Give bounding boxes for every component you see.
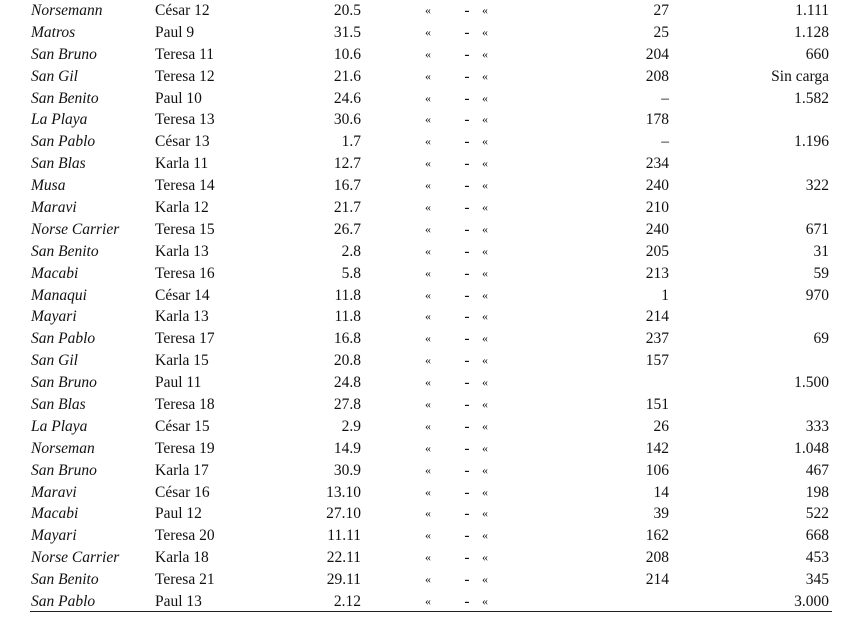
- voyage-cell: Paul 13: [155, 593, 202, 611]
- ship-name-cell: San Blas: [31, 396, 86, 414]
- ditto-mark-cell: «: [482, 331, 488, 346]
- cargo-cell: 1.128: [794, 23, 829, 41]
- ship-name-cell: Norsemann: [31, 2, 103, 19]
- ditto-mark-cell: «: [425, 528, 431, 543]
- dash-cell: -: [464, 242, 470, 260]
- table-row: [30, 0, 830, 22]
- cargo-cell: 1.500: [794, 374, 829, 392]
- ditto-mark-cell: «: [425, 200, 431, 215]
- date-cell: 24.6: [333, 89, 361, 107]
- cargo-cell: Sin carga: [771, 67, 829, 85]
- ditto-mark-cell: «: [482, 3, 488, 17]
- table-row: [30, 66, 830, 88]
- table-row: [30, 153, 830, 175]
- ship-name-cell: Maravi: [31, 199, 77, 217]
- ditto-mark-cell: «: [425, 287, 431, 302]
- ship-name-cell: San Gil: [31, 67, 78, 85]
- table-row: [30, 525, 830, 547]
- ditto-mark-cell: «: [482, 243, 488, 258]
- quantity-cell: 208: [645, 549, 669, 567]
- date-cell: 29.11: [326, 571, 361, 589]
- quantity-cell: 26: [653, 417, 669, 435]
- voyage-cell: Paul 10: [155, 89, 202, 107]
- ditto-mark-cell: «: [425, 221, 431, 236]
- cargo-cell: 1.048: [794, 439, 829, 457]
- ship-name-cell: San Gil: [31, 352, 78, 370]
- ship-name-cell: San Pablo: [31, 593, 96, 611]
- ditto-mark-cell: «: [425, 484, 431, 499]
- dash-cell: -: [464, 111, 470, 129]
- dash-cell: -: [464, 505, 470, 523]
- date-cell: 20.8: [333, 352, 361, 370]
- voyage-cell: Karla 15: [155, 352, 209, 370]
- cargo-cell: 668: [805, 527, 829, 545]
- table-row: [30, 241, 830, 263]
- table-row: [30, 197, 830, 219]
- date-cell: 13.10: [326, 483, 361, 501]
- quantity-cell: 234: [645, 155, 669, 173]
- cargo-cell: 660: [805, 45, 829, 63]
- ditto-mark-cell: «: [482, 506, 488, 521]
- quantity-cell: 14: [653, 483, 669, 501]
- voyage-cell: Karla 13: [155, 308, 209, 326]
- ship-name-cell: San Pablo: [31, 133, 96, 151]
- ditto-mark-cell: «: [482, 309, 488, 324]
- voyage-cell: Paul 11: [155, 374, 202, 392]
- table-row: [30, 109, 830, 131]
- ditto-mark-cell: «: [425, 134, 431, 149]
- voyage-cell: Teresa 21: [155, 571, 215, 589]
- ditto-mark-cell: «: [482, 200, 488, 215]
- dash-cell: -: [464, 417, 470, 435]
- quantity-cell: 178: [645, 111, 669, 129]
- ditto-mark-cell: «: [482, 550, 488, 565]
- voyage-cell: Teresa 17: [155, 330, 215, 348]
- ship-name-cell: Mayari: [31, 308, 77, 326]
- date-cell: 20.5: [333, 2, 361, 19]
- ditto-mark-cell: «: [482, 265, 488, 280]
- ditto-mark-cell: «: [425, 24, 431, 39]
- date-cell: 2.12: [333, 593, 361, 611]
- ditto-mark-cell: «: [425, 3, 431, 17]
- date-cell: 26.7: [333, 220, 361, 238]
- date-cell: 16.7: [333, 177, 361, 195]
- dash-cell: -: [464, 461, 470, 479]
- quantity-cell: 214: [645, 308, 669, 326]
- table-row: [30, 219, 830, 241]
- voyage-cell: Teresa 11: [155, 45, 215, 63]
- quantity-cell: 240: [645, 220, 669, 238]
- table-row: [30, 350, 830, 372]
- date-cell: 21.6: [333, 67, 361, 85]
- ditto-mark-cell: «: [425, 550, 431, 565]
- ditto-mark-cell: «: [482, 90, 488, 105]
- ditto-mark-cell: «: [482, 178, 488, 193]
- dash-cell: -: [464, 308, 470, 326]
- table-row: [30, 306, 830, 328]
- voyage-cell: Teresa 12: [155, 67, 215, 85]
- quantity-cell: 237: [645, 330, 669, 348]
- ditto-mark-cell: «: [482, 462, 488, 477]
- date-cell: 22.11: [326, 549, 361, 567]
- ditto-mark-cell: «: [482, 594, 488, 609]
- dash-cell: -: [464, 67, 470, 85]
- dash-cell: -: [464, 264, 470, 282]
- voyage-cell: Teresa 16: [155, 264, 215, 282]
- quantity-cell: 106: [645, 461, 669, 479]
- quantity-cell: 1: [661, 286, 669, 304]
- voyage-cell: César 12: [155, 2, 210, 19]
- ship-name-cell: Norse Carrier: [31, 549, 120, 567]
- voyage-cell: César 14: [155, 286, 210, 304]
- ditto-mark-cell: «: [425, 46, 431, 61]
- ditto-mark-cell: «: [482, 375, 488, 390]
- dash-cell: -: [464, 439, 470, 457]
- table-row: [30, 482, 830, 504]
- cargo-cell: 3.000: [794, 593, 829, 611]
- ditto-mark-cell: «: [482, 287, 488, 302]
- ditto-mark-cell: «: [425, 265, 431, 280]
- ditto-mark-cell: «: [482, 134, 488, 149]
- cargo-cell: 69: [813, 330, 829, 348]
- quantity-cell: 151: [645, 396, 669, 414]
- voyage-cell: Teresa 14: [155, 177, 215, 195]
- table-row: [30, 569, 830, 591]
- dash-cell: -: [464, 45, 470, 63]
- date-cell: 30.9: [333, 461, 361, 479]
- ditto-mark-cell: «: [482, 572, 488, 587]
- table-row: [30, 394, 830, 416]
- quantity-cell: 204: [645, 45, 669, 63]
- ditto-mark-cell: «: [482, 112, 488, 127]
- dash-cell: -: [464, 571, 470, 589]
- table-row: [30, 372, 830, 394]
- ditto-mark-cell: «: [482, 397, 488, 412]
- ditto-mark-cell: «: [482, 24, 488, 39]
- table-row: [30, 131, 830, 153]
- ditto-mark-cell: «: [482, 528, 488, 543]
- quantity-cell: 157: [645, 352, 669, 370]
- date-cell: 31.5: [333, 23, 361, 41]
- date-cell: 2.9: [341, 417, 361, 435]
- table-row: [30, 88, 830, 110]
- date-cell: 11.8: [334, 286, 361, 304]
- dash-cell: -: [464, 155, 470, 173]
- cargo-cell: 59: [813, 264, 829, 282]
- date-cell: 10.6: [333, 45, 361, 63]
- table-row: [30, 263, 830, 285]
- ship-name-cell: Manaqui: [31, 286, 87, 304]
- cargo-cell: 467: [805, 461, 829, 479]
- ditto-mark-cell: «: [425, 440, 431, 455]
- voyage-cell: Paul 12: [155, 505, 202, 523]
- ship-name-cell: San Blas: [31, 155, 86, 173]
- ship-name-cell: San Bruno: [31, 461, 97, 479]
- ditto-mark-cell: «: [425, 462, 431, 477]
- voyage-cell: Karla 11: [155, 155, 209, 173]
- quantity-cell: 240: [645, 177, 669, 195]
- table-row: [30, 175, 830, 197]
- quantity-cell: 142: [645, 439, 669, 457]
- cargo-cell: 1.111: [795, 2, 829, 19]
- ditto-mark-cell: «: [482, 440, 488, 455]
- ditto-mark-cell: «: [425, 68, 431, 83]
- voyage-cell: Karla 12: [155, 199, 209, 217]
- quantity-cell: 210: [645, 199, 669, 217]
- cargo-cell: 522: [805, 505, 829, 523]
- ditto-mark-cell: «: [425, 353, 431, 368]
- voyage-cell: Teresa 13: [155, 111, 215, 129]
- cargo-cell: 1.196: [794, 133, 829, 151]
- dash-cell: -: [464, 352, 470, 370]
- quantity-cell: 27: [653, 2, 669, 19]
- ship-name-cell: Norseman: [31, 439, 95, 457]
- ditto-mark-cell: «: [425, 112, 431, 127]
- ditto-mark-cell: «: [425, 375, 431, 390]
- ditto-mark-cell: «: [482, 46, 488, 61]
- ship-name-cell: San Bruno: [31, 45, 97, 63]
- voyage-cell: César 13: [155, 133, 210, 151]
- table-row: [30, 503, 830, 525]
- ditto-mark-cell: «: [425, 243, 431, 258]
- ditto-mark-cell: «: [482, 418, 488, 433]
- cargo-cell: 198: [805, 483, 829, 501]
- dash-cell: -: [464, 330, 470, 348]
- ship-name-cell: San Benito: [31, 89, 99, 107]
- quantity-cell: 25: [653, 23, 669, 41]
- date-cell: 24.8: [333, 374, 361, 392]
- shipments-table: [30, 0, 830, 613]
- cargo-cell: 970: [805, 286, 829, 304]
- date-cell: 11.11: [327, 527, 361, 545]
- dash-cell: -: [464, 23, 470, 41]
- dash-cell: -: [464, 549, 470, 567]
- table-row: [30, 591, 830, 613]
- ship-name-cell: Matros: [31, 23, 76, 41]
- voyage-cell: Karla 18: [155, 549, 209, 567]
- ditto-mark-cell: «: [482, 353, 488, 368]
- table-row: [30, 438, 830, 460]
- cargo-cell: 345: [805, 571, 829, 589]
- ditto-mark-cell: «: [425, 90, 431, 105]
- date-cell: 14.9: [333, 439, 361, 457]
- dash-cell: -: [464, 133, 470, 151]
- ship-name-cell: San Pablo: [31, 330, 96, 348]
- ditto-mark-cell: «: [425, 156, 431, 171]
- dash-cell: -: [464, 483, 470, 501]
- quantity-cell: 162: [645, 527, 669, 545]
- dash-cell: -: [464, 593, 470, 611]
- table-row: [30, 22, 830, 44]
- date-cell: 2.8: [341, 242, 361, 260]
- voyage-cell: Paul 9: [155, 23, 195, 41]
- ditto-mark-cell: «: [425, 506, 431, 521]
- cargo-cell: 333: [805, 417, 829, 435]
- dash-cell: -: [464, 220, 470, 238]
- date-cell: 27.10: [326, 505, 361, 523]
- date-cell: 12.7: [333, 155, 361, 173]
- voyage-cell: Teresa 18: [155, 396, 215, 414]
- date-cell: 27.8: [333, 396, 361, 414]
- quantity-cell: –: [661, 133, 669, 151]
- ditto-mark-cell: «: [482, 484, 488, 499]
- date-cell: 11.8: [334, 308, 361, 326]
- date-cell: 16.8: [333, 330, 361, 348]
- table-row: [30, 416, 830, 438]
- quantity-cell: 214: [645, 571, 669, 589]
- voyage-cell: Teresa 15: [155, 220, 215, 238]
- ditto-mark-cell: «: [482, 221, 488, 236]
- voyage-cell: Teresa 19: [155, 439, 215, 457]
- dash-cell: -: [464, 396, 470, 414]
- ship-name-cell: Mayari: [31, 527, 77, 545]
- quantity-cell: 208: [645, 67, 669, 85]
- ditto-mark-cell: «: [425, 309, 431, 324]
- voyage-cell: Teresa 20: [155, 527, 215, 545]
- table-row: [30, 460, 830, 482]
- quantity-cell: –: [661, 89, 669, 107]
- table-bottom-rule: [30, 611, 832, 612]
- dash-cell: -: [464, 374, 470, 392]
- date-cell: 21.7: [333, 199, 361, 217]
- table-row: [30, 44, 830, 66]
- ship-name-cell: San Benito: [31, 571, 99, 589]
- cargo-cell: 453: [805, 549, 829, 567]
- dash-cell: -: [464, 89, 470, 107]
- ditto-mark-cell: «: [482, 68, 488, 83]
- voyage-cell: César 15: [155, 417, 210, 435]
- voyage-cell: César 16: [155, 483, 210, 501]
- date-cell: 1.7: [341, 133, 361, 151]
- ditto-mark-cell: «: [482, 156, 488, 171]
- cargo-cell: 671: [805, 220, 829, 238]
- ship-name-cell: Norse Carrier: [31, 220, 120, 238]
- dash-cell: -: [464, 527, 470, 545]
- ditto-mark-cell: «: [425, 418, 431, 433]
- cargo-cell: 1.582: [794, 89, 829, 107]
- dash-cell: -: [464, 286, 470, 304]
- table-row: [30, 328, 830, 350]
- table-row: [30, 547, 830, 569]
- ditto-mark-cell: «: [425, 572, 431, 587]
- ditto-mark-cell: «: [425, 331, 431, 346]
- ship-name-cell: Maravi: [31, 483, 77, 501]
- dash-cell: -: [464, 199, 470, 217]
- quantity-cell: 205: [645, 242, 669, 260]
- dash-cell: -: [464, 2, 470, 19]
- voyage-cell: Karla 13: [155, 242, 209, 260]
- date-cell: 30.6: [333, 111, 361, 129]
- cargo-cell: 31: [813, 242, 829, 260]
- ship-name-cell: San Benito: [31, 242, 99, 260]
- ship-name-cell: Macabi: [31, 505, 79, 523]
- table-row: [30, 285, 830, 307]
- ship-name-cell: Macabi: [31, 264, 79, 282]
- quantity-cell: 213: [645, 264, 669, 282]
- ship-name-cell: San Bruno: [31, 374, 97, 392]
- ship-name-cell: Musa: [31, 177, 66, 195]
- ditto-mark-cell: «: [425, 594, 431, 609]
- dash-cell: -: [464, 177, 470, 195]
- ship-name-cell: La Playa: [31, 111, 88, 129]
- voyage-cell: Karla 17: [155, 461, 209, 479]
- cargo-cell: 322: [805, 177, 829, 195]
- quantity-cell: 39: [653, 505, 669, 523]
- ditto-mark-cell: «: [425, 178, 431, 193]
- ditto-mark-cell: «: [425, 397, 431, 412]
- date-cell: 5.8: [341, 264, 361, 282]
- ship-name-cell: La Playa: [31, 417, 88, 435]
